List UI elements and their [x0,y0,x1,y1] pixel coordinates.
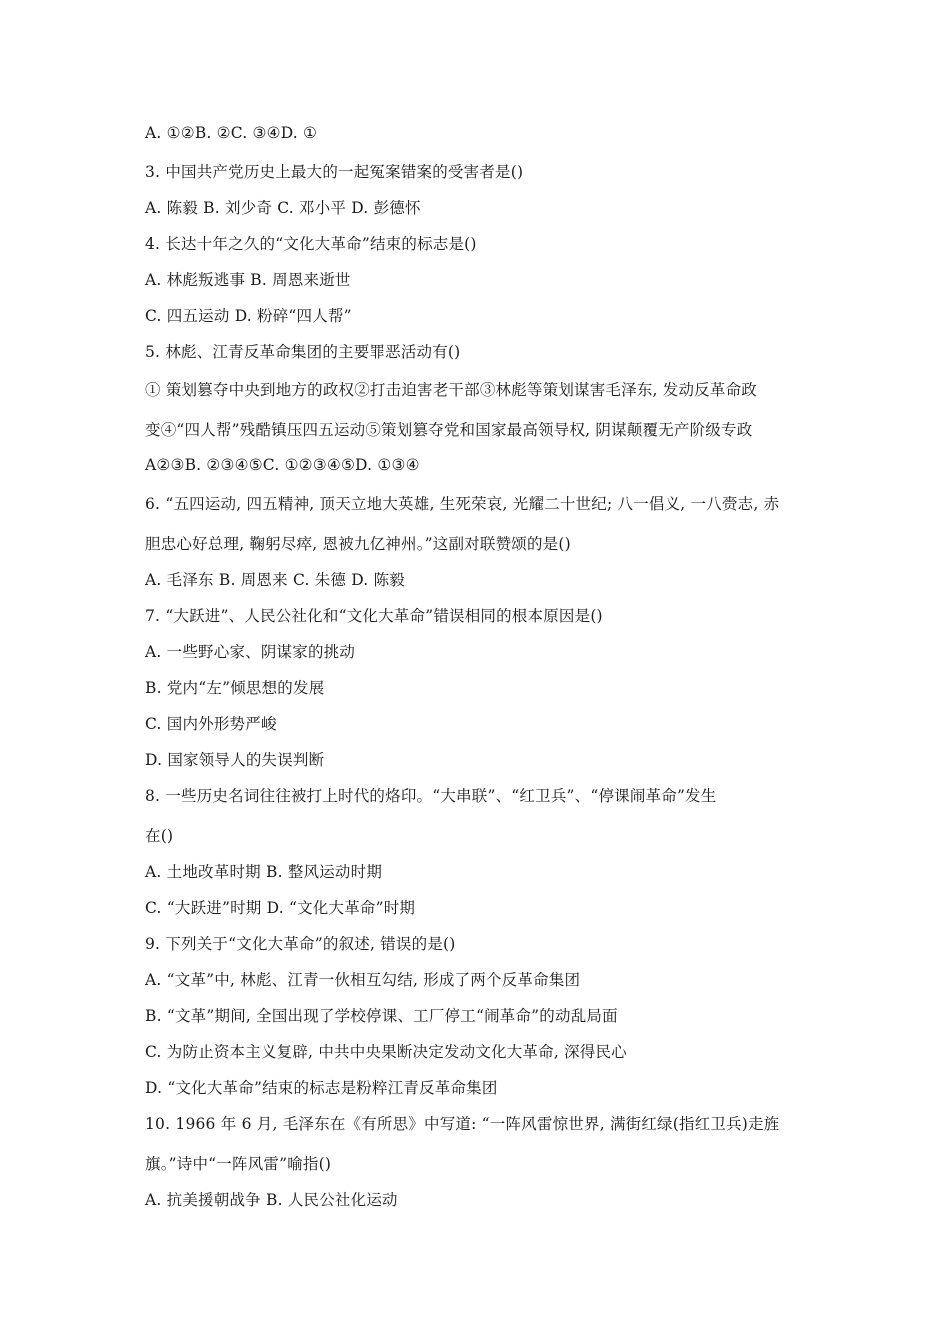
option-line: C. 四五运动 D. 粉碎“四人帮” [145,307,352,325]
option-line: A. 抗美援朝战争 B. 人民公社化运动 [145,1191,398,1209]
question-9: 9. 下列关于“文化大革命”的叙述, 错误的是() [145,935,456,953]
question-3: 3. 中国共产党历史上最大的一起冤案错案的受害者是() [145,163,524,181]
option-line: D. 国家领导人的失误判断 [145,751,325,769]
option-line: A. 一些野心家、阴谋家的挑动 [145,643,356,661]
option-line: B. “文革”期间, 全国出现了学校停课、工厂停工“闹革命”的动乱局面 [145,1007,618,1025]
option-line: A. 土地改革时期 B. 整风运动时期 [145,863,383,881]
option-line: A. “文革”中, 林彪、江青一伙相互勾结, 形成了两个反革命集团 [145,971,581,989]
option-line: A②③B. ②③④⑤C. ①②③④⑤D. ①③④ [145,456,420,474]
question-text: 在() [145,827,174,845]
option-line: C. 为防止资本主义复辟, 中共中央果断决定发动文化大革命, 深得民心 [145,1043,627,1061]
question-7: 7. “大跃进”、人民公社化和“文化大革命”错误相同的根本原因是() [145,607,603,625]
option-line: A. 林彪叛逃事 B. 周恩来逝世 [145,271,351,289]
question-6: 6. “五四运动, 四五精神, 顶天立地大英雄, 生死荣哀, 光耀二十世纪; 八一倡义, 一八赍志, 赤 [145,495,780,513]
option-line: A. ①②B. ②C. ③④D. ① [145,124,318,142]
question-text: 胆忠心好总理, 鞠躬尽瘁, 恩被九亿神州。”这副对联赞颂的是() [145,535,571,553]
question-4: 4. 长达十年之久的“文化大革命”结束的标志是() [145,235,477,253]
option-line: C. “大跃进”时期 D. “文化大革命”时期 [145,899,416,917]
question-text: 旗。”诗中“一阵风雷”喻指() [145,1155,332,1173]
question-text: ① 策划篡夺中央到地方的政权②打击迫害老干部③林彪等策划谋害毛泽东, 发动反革命政 [145,381,757,399]
question-10: 10. 1966 年 6 月, 毛泽东在《有所思》中写道: “一阵风雷惊世界, 满街红绿(指红卫兵)走旌 [145,1115,780,1133]
option-line: A. 毛泽东 B. 周恩来 C. 朱德 D. 陈毅 [145,571,405,589]
question-5: 5. 林彪、江青反革命集团的主要罪恶活动有() [145,343,461,361]
option-line: C. 国内外形势严峻 [145,715,277,733]
question-8: 8. 一些历史名词往往被打上时代的烙印。“大串联”、“红卫兵”、“停课闹革命”发生 [145,787,717,805]
option-line: A. 陈毅 B. 刘少奇 C. 邓小平 D. 彭德怀 [145,199,421,217]
option-line: D. “文化大革命”结束的标志是粉粹江青反革命集团 [145,1079,498,1097]
option-line: B. 党内“左”倾思想的发展 [145,679,325,697]
question-text: 变④“四人帮”残酷镇压四五运动⑤策划篡夺党和国家最高领导权, 阴谋颠覆无产阶级专政 [145,421,753,439]
